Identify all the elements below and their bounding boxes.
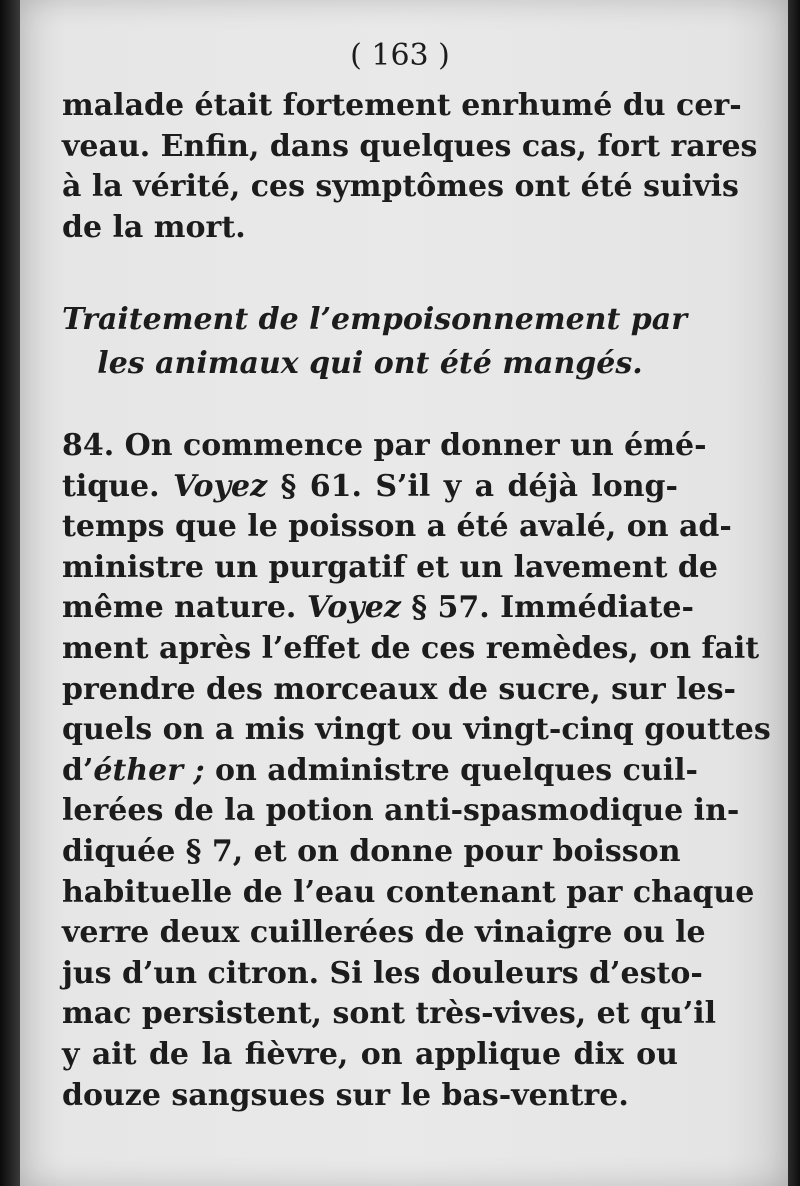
text-line xyxy=(62,548,718,589)
text-segment: prendre des morceaux de sucre, sur les- xyxy=(62,671,736,707)
text-line xyxy=(62,426,707,467)
scan-right-edge xyxy=(788,0,800,1186)
text-segment: § 61. S’il y a déjà long- xyxy=(267,468,678,504)
italic-segment: Voyez xyxy=(306,590,401,626)
text-segment: diquée § 7, et on donne pour boisson xyxy=(62,833,681,869)
text-line xyxy=(62,467,678,508)
page-number: ( 163 ) xyxy=(350,38,450,73)
text-line xyxy=(62,913,706,954)
section-heading xyxy=(62,298,688,386)
italic-segment: éther ; xyxy=(93,752,205,788)
text-line xyxy=(62,1035,678,1076)
scan-left-edge xyxy=(0,0,20,1186)
text-segment: temps que le poisson a été avalé, on ad- xyxy=(62,509,732,545)
text-line xyxy=(62,670,736,711)
text-line xyxy=(62,954,703,995)
heading-line: Traitement de l’empoisonnement par xyxy=(62,302,688,337)
text-line: malade était fortement enrhumé du cer- xyxy=(62,88,742,123)
text-line xyxy=(62,588,694,629)
text-segment: tique. xyxy=(62,468,174,504)
text-line xyxy=(62,751,698,792)
text-segment: lerées de la potion anti-spasmodique in- xyxy=(62,793,740,829)
text-line xyxy=(62,507,732,548)
italic-segment: Voyez xyxy=(173,468,268,504)
text-line xyxy=(62,791,740,832)
text-line: de la mort. xyxy=(62,209,246,245)
text-segment: d’ xyxy=(62,752,94,788)
text-line: veau. Enfin, dans quelques cas, fort rares xyxy=(62,128,758,164)
text-segment: 84. On commence par donner un émé- xyxy=(62,428,707,463)
text-segment: douze sangsues sur le bas-ventre. xyxy=(62,1077,629,1113)
text-segment: même nature. xyxy=(62,590,307,626)
text-segment: § 57. Immédiate- xyxy=(400,590,694,626)
text-segment: quels on a mis vingt ou vingt-cinq gouttes xyxy=(62,712,771,748)
text-segment: on administre quelques cuil- xyxy=(204,752,698,788)
text-segment: y ait de la fièvre, on applique dix ou xyxy=(62,1036,678,1072)
text-line xyxy=(62,873,755,914)
continuation-text xyxy=(62,86,758,248)
heading-line: les animaux qui ont été mangés. xyxy=(97,346,643,381)
text-segment: habituelle de l’eau contenant par chaque xyxy=(62,874,755,910)
text-segment: ministre un purgatif et un lavement de xyxy=(62,549,718,585)
text-line: à la vérité, ces symptômes ont été suivis xyxy=(62,169,739,205)
text-line xyxy=(62,832,681,873)
text-segment: ment après l’effet de ces remèdes, on fait xyxy=(62,630,760,666)
text-line xyxy=(62,1076,678,1117)
text-line xyxy=(62,629,760,670)
text-segment: verre deux cuillerées de vinaigre ou le xyxy=(62,915,706,951)
text-line xyxy=(62,994,717,1035)
text-segment: mac persistent, sont très-vives, et qu’il xyxy=(62,996,717,1032)
text-line xyxy=(62,710,771,751)
paragraph-84 xyxy=(62,426,771,1116)
text-segment: jus d’un citron. Si les douleurs d’esto- xyxy=(62,955,703,991)
